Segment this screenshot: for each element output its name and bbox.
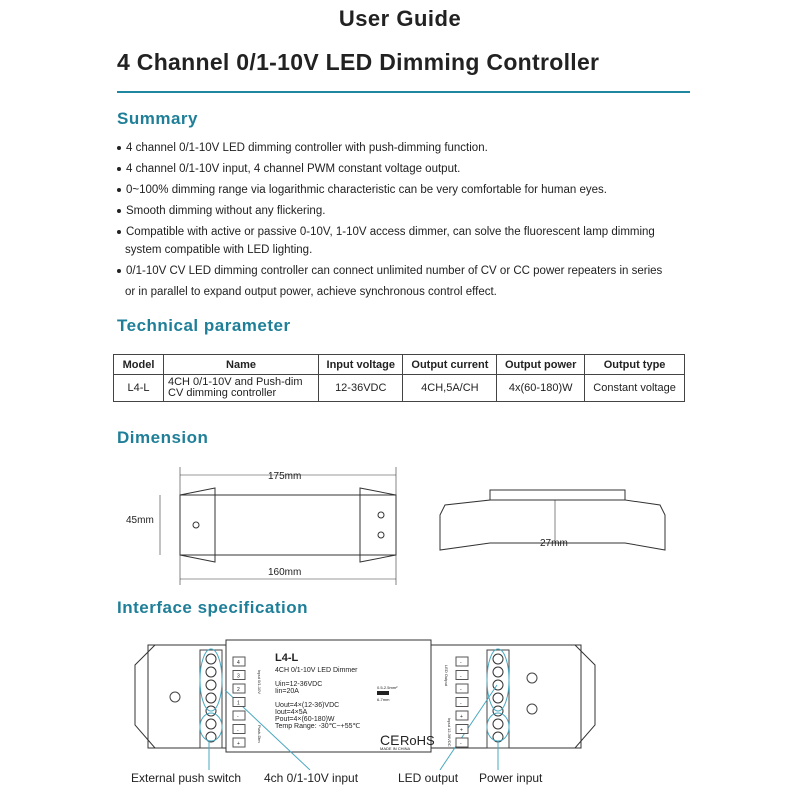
terminal-label: 1	[237, 700, 240, 707]
col-header: Output current	[403, 355, 497, 375]
col-header: Name	[164, 355, 319, 375]
summary-list	[117, 138, 697, 303]
summary-item: 4 channel 0/1-10V LED dimming controller with push-dimming function.	[117, 138, 697, 159]
technical-heading: Technical parameter	[117, 316, 291, 335]
label-external-push-switch: External push switch	[131, 771, 242, 785]
label-led-output: LED output	[398, 771, 459, 785]
terminal-label: -	[237, 714, 239, 720]
parameter-table	[113, 354, 685, 402]
summary-item-cont: system compatible with LED lighting.	[125, 244, 313, 256]
terminal-label: -	[460, 687, 462, 693]
cell-model: L4-L	[114, 375, 164, 402]
col-header: Input voltage	[319, 355, 403, 375]
summary-item: Compatible with active or passive 0-10V, 1-10V access dimmer, can solve the fluorescent lamp dimming	[117, 222, 697, 243]
dimension-heading: Dimension	[117, 428, 209, 447]
side-view	[440, 490, 665, 550]
terminal-label-box	[456, 657, 468, 666]
terminal-label: 2	[237, 687, 240, 693]
document-title: User Guide	[338, 6, 462, 31]
terminal-label: -	[460, 673, 462, 680]
svg-text:27mm: 27mm	[540, 538, 568, 549]
svg-text:Iout=4×5A: Iout=4×5A	[275, 709, 308, 716]
svg-text:Input 12-36VDC: Input 12-36VDC	[447, 718, 452, 747]
interface-drawing	[0, 630, 800, 770]
svg-text:LED Output: LED Output	[444, 665, 449, 686]
svg-text:45mm: 45mm	[126, 515, 154, 526]
cell-current: 4CH,5A/CH	[403, 375, 497, 402]
summary-item-cont: or in parallel to expand output power, achieve synchronous control effect.	[125, 286, 497, 298]
svg-text:MADE IN CHINA: MADE IN CHINA	[380, 746, 411, 751]
terminal-label: 3	[237, 673, 240, 680]
terminal-label-box	[456, 684, 468, 693]
svg-text:Iin=20A: Iin=20A	[275, 688, 299, 695]
svg-text:4CH 0/1-10V LED Dimmer: 4CH 0/1-10V LED Dimmer	[275, 667, 358, 674]
svg-text:Uout=4×(12-36)VDC: Uout=4×(12-36)VDC	[275, 702, 340, 709]
title-divider	[117, 91, 690, 93]
cell-type: Constant voltage	[585, 375, 685, 402]
terminal-label: -	[460, 660, 462, 666]
terminal-label: +	[237, 741, 240, 747]
table-row	[114, 375, 685, 402]
col-header: Model	[114, 355, 164, 375]
svg-text:160mm: 160mm	[268, 567, 302, 578]
cell-name: 4CH 0/1-10V and Push-dim CV dimming controller	[164, 375, 319, 402]
summary-heading: Summary	[117, 109, 198, 128]
col-header: Output power	[497, 355, 585, 375]
summary-item: Smooth dimming without any flickering.	[117, 201, 697, 222]
top-view	[126, 467, 396, 585]
svg-text:Input 0/1-10V: Input 0/1-10V	[257, 670, 262, 695]
svg-text:L4-L: L4-L	[275, 652, 299, 664]
terminal-label: +	[460, 714, 463, 720]
cell-input: 12-36VDC	[319, 375, 403, 402]
dimension-drawing	[0, 455, 800, 595]
cell-power: 4x(60-180)W	[497, 375, 585, 402]
svg-text:Pout=4×(60-180)W: Pout=4×(60-180)W	[275, 716, 335, 723]
svg-text:CE: CE	[380, 732, 400, 748]
svg-text:0.5-2.5mm²: 0.5-2.5mm²	[377, 685, 398, 690]
terminal-label-box	[233, 725, 245, 734]
terminal-label-box	[456, 738, 468, 747]
col-header: Output type	[585, 355, 685, 375]
summary-item: 0/1-10V CV LED dimming controller can connect unlimited number of CV or CC power repeaters in series	[117, 261, 697, 282]
terminal-label-box	[456, 671, 468, 680]
product-title: 4 Channel 0/1-10V LED Dimming Controller	[117, 49, 600, 75]
svg-text:175mm: 175mm	[268, 471, 302, 482]
summary-item: 0~100% dimming range via logarithmic characteristic can be very comfortable for human eyes.	[117, 180, 697, 201]
terminal-label: -	[460, 741, 462, 747]
label-power-input: Power input	[479, 771, 543, 785]
summary-item: 4 channel 0/1-10V input, 4 channel PWM constant voltage output.	[117, 159, 697, 180]
terminal-label: -	[237, 727, 239, 734]
terminal-label: 4	[237, 660, 240, 666]
svg-text:6-7mm: 6-7mm	[377, 697, 390, 702]
svg-text:Temp Range: -30℃~+55℃: Temp Range: -30℃~+55℃	[275, 723, 361, 730]
terminal-label-box	[233, 711, 245, 720]
svg-text:RoHS: RoHS	[400, 733, 435, 748]
svg-text:Uin=12-36VDC: Uin=12-36VDC	[275, 681, 323, 688]
svg-text:Push-Dim: Push-Dim	[257, 725, 262, 743]
label-0-10v-input: 4ch 0/1-10V input	[264, 771, 359, 785]
interface-heading: Interface specification	[117, 598, 309, 617]
terminal-label: -	[460, 700, 462, 707]
terminal-label-box	[456, 698, 468, 707]
terminal-label: +	[460, 727, 463, 734]
